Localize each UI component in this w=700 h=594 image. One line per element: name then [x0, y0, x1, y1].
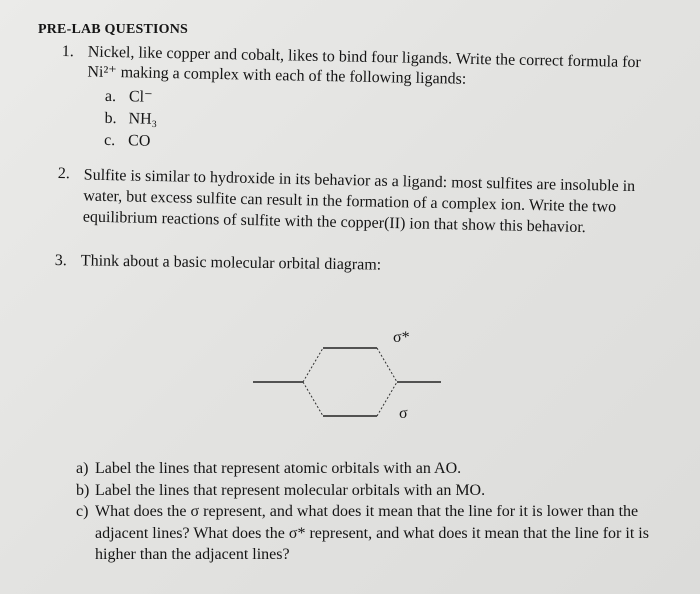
ligand-item-value: CO [127, 132, 151, 150]
connector-dashed-line [303, 348, 323, 382]
part-label: a) [76, 460, 89, 477]
part-a [76, 458, 686, 480]
part-b [76, 480, 686, 502]
question-2-text: Sulfite is similar to hydroxide in its behavior as a ligand: most sulfites are insoluble in water, but excess sulfite can result in the formation of a complex ion. Write the two equilibrium reactions of sulfite with the copper(II) ion that show this behavior. [82, 166, 636, 237]
ligand-item-label: a. [104, 87, 117, 106]
ligand-item-value: Cl⁻ [128, 88, 153, 106]
mo-diagram [245, 320, 455, 430]
part-label: c) [76, 503, 89, 520]
question-3-parts [76, 458, 686, 566]
sigma-star-label: σ* [393, 329, 410, 346]
ligand-item-value: NH₃ [128, 110, 158, 128]
part-c [76, 501, 686, 566]
part-label: b) [76, 481, 90, 499]
question-1 [61, 42, 662, 150]
ligand-item-label: c. [103, 131, 116, 150]
question-3 [54, 251, 655, 274]
part-text: Label the lines that represent molecular orbitals with an MO. [95, 481, 486, 499]
connector-dashed-line [377, 348, 397, 382]
question-1-number: 1. [61, 42, 74, 61]
sigma-label: σ [399, 405, 408, 422]
connector-dashed-line [377, 382, 397, 416]
question-1-text: Nickel, like copper and cobalt, likes to bind four ligands. Write the correct formula for Ni²⁺ making a complex with each of the following ligands: [87, 43, 641, 88]
part-text: Label the lines that represent atomic orbitals with an AO. [95, 460, 462, 477]
question-2-number: 2. [57, 164, 70, 183]
ligand-item-label: b. [104, 109, 117, 128]
connector-dashed-line [303, 382, 323, 416]
question-3-number: 3. [54, 251, 67, 270]
question-2 [57, 164, 658, 237]
page-title: PRE-LAB QUESTIONS [38, 22, 189, 37]
part-text: What does the σ represent, and what does it mean that the line for it is lower than the adjacent lines? What does the σ* represent, and what does it mean that the line for it is higher than the adjacent lines? [95, 503, 649, 563]
question-3-text: Think about a basic molecular orbital diagram: [80, 252, 382, 274]
